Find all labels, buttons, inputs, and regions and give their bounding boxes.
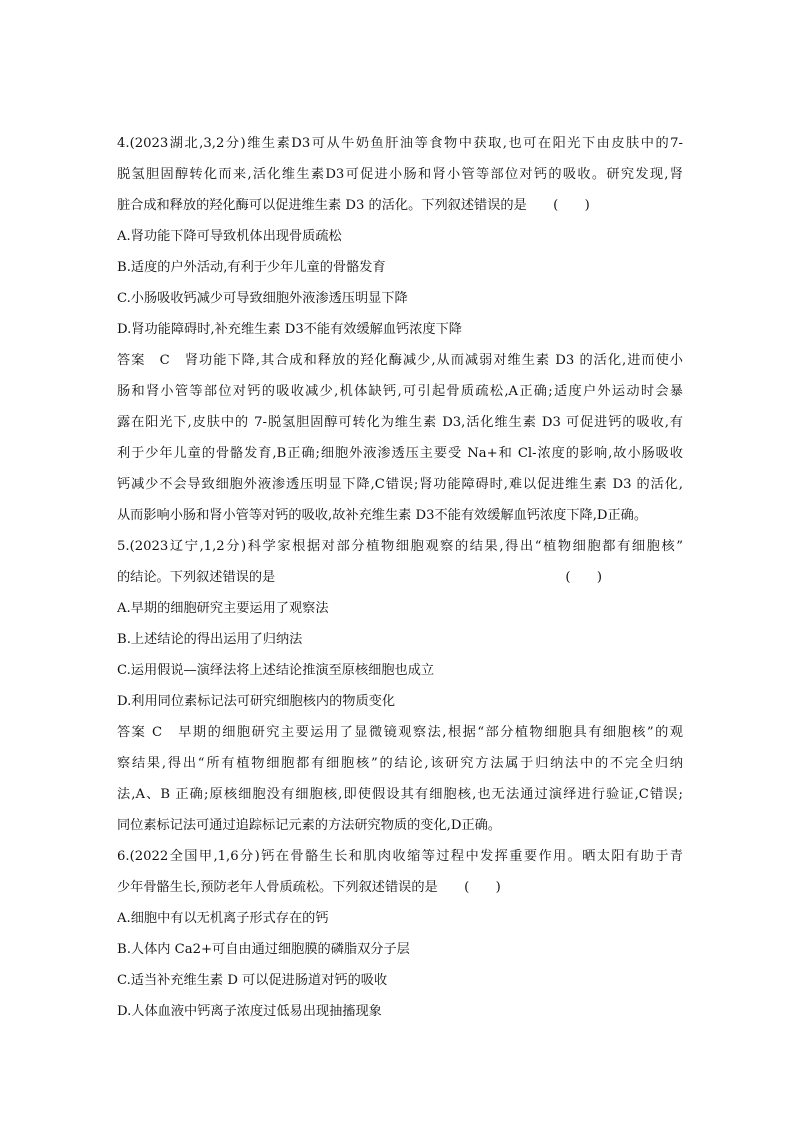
question-4-answer-line-5: 钙减少不会导致细胞外液渗透压明显下降,C错误;肾功能障碍时,难以促进维生素 D3 的活化, xyxy=(117,477,683,492)
question-4-option-a: A.肾功能下降可导致机体出现骨质疏松 xyxy=(117,229,342,244)
question-6-option-b: B.人体内 Ca2+可自由通过细胞膜的磷脂双分子层 xyxy=(117,942,410,957)
question-4-answer-line-6: 从而影响小肠和肾小管等对钙的吸收,故补充维生素 D3不能有效缓解血钙浓度下降,D正确。 xyxy=(117,508,648,523)
question-5 xyxy=(117,531,683,841)
question-4-answer-line-2: 肠和肾小管等部位对钙的吸收减少,机体缺钙,可引起骨质疏松,A正确;适度户外运动时会暴 xyxy=(117,384,683,399)
question-4-option-d: D.肾功能障碍时,补充维生素 D3不能有效缓解血钙浓度下降 xyxy=(117,322,462,337)
question-6-option-c: C.适当补充维生素 D 可以促进肠道对钙的吸收 xyxy=(117,973,388,988)
question-4-answer-line-4: 利于少年儿童的骨骼发育,B正确;细胞外液渗透压主要受 Na+和 Cl-浓度的影响,故小肠吸收 xyxy=(117,446,683,461)
question-5-option-d: D.利用同位素标记法可研究细胞核内的物质变化 xyxy=(117,694,396,709)
question-5-stem-line-1: 5.(2023辽宁,1,2分)科学家根据对部分植物细胞观察的结果,得出“植物细胞都有细胞核” xyxy=(117,539,683,554)
question-5-answer-line-4: 同位素标记法可通过追踪标记元素的方法研究物质的变化,D正确。 xyxy=(117,818,502,833)
question-4-stem-line-1: 4.(2023湖北,3,2分)维生素D3可从牛奶鱼肝油等食物中获取,也可在阳光下由皮肤中的7- xyxy=(117,136,683,151)
question-6-stem-line-1: 6.(2022全国甲,1,6分)钙在骨骼生长和肌肉收缩等过程中发挥重要作用。晒太阳有助于青 xyxy=(117,849,683,864)
question-5-answer-line-2: 察结果,得出“所有植物细胞都有细胞核”的结论,该研究方法属于归纳法中的不完全归纳 xyxy=(117,756,683,771)
question-5-option-b: B.上述结论的得出运用了归纳法 xyxy=(117,632,303,647)
question-4-answer-line-1: 答案 C 肾功能下降,其合成和释放的羟化酶减少,从而减弱对维生素 D3 的活化,进而使小 xyxy=(117,353,683,368)
question-5-answer-line-3: 法,A、B 正确;原核细胞没有细胞核,即使假设其有细胞核,也无法通过演绎进行验证,C错误; xyxy=(117,787,683,802)
question-4-option-c: C.小肠吸收钙减少可导致细胞外液渗透压明显下降 xyxy=(117,291,408,306)
question-6-stem-line-2: 少年骨骼生长,预防老年人骨质疏松。下列叙述错误的是 ( ) xyxy=(117,880,501,895)
question-5-answer-line-1: 答案 C 早期的细胞研究主要运用了显微镜观察法,根据“部分植物细胞具有细胞核”的观 xyxy=(117,725,683,740)
question-4-answer-line-3: 露在阳光下,皮肤中的 7-脱氢胆固醇可转化为维生素 D3,活化维生素 D3 可促进钙的吸收,有 xyxy=(117,415,683,430)
question-5-stem-line-2: 的结论。下列叙述错误的是 ( ) xyxy=(117,570,603,585)
question-6-option-a: A.细胞中有以无机离子形式存在的钙 xyxy=(117,911,329,926)
question-4-stem-line-2: 脱氢胆固醇转化而来,活化维生素D3可促进小肠和肾小管等部位对钙的吸收。研究发现,肾 xyxy=(117,167,683,182)
question-5-option-c: C.运用假说—演绎法将上述结论推演至原核细胞也成立 xyxy=(117,663,435,678)
question-4-stem-line-3: 脏合成和释放的羟化酶可以促进维生素 D3 的活化。下列叙述错误的是 ( ) xyxy=(117,198,590,213)
question-6-option-d: D.人体血液中钙离子浓度过低易出现抽搐现象 xyxy=(117,1004,382,1019)
question-5-option-a: A.早期的细胞研究主要运用了观察法 xyxy=(117,601,329,616)
question-4-option-b: B.适度的户外活动,有利于少年儿童的骨骼发育 xyxy=(117,260,386,275)
question-4 xyxy=(117,128,683,531)
question-6 xyxy=(117,841,683,1027)
document-page xyxy=(117,128,683,1027)
